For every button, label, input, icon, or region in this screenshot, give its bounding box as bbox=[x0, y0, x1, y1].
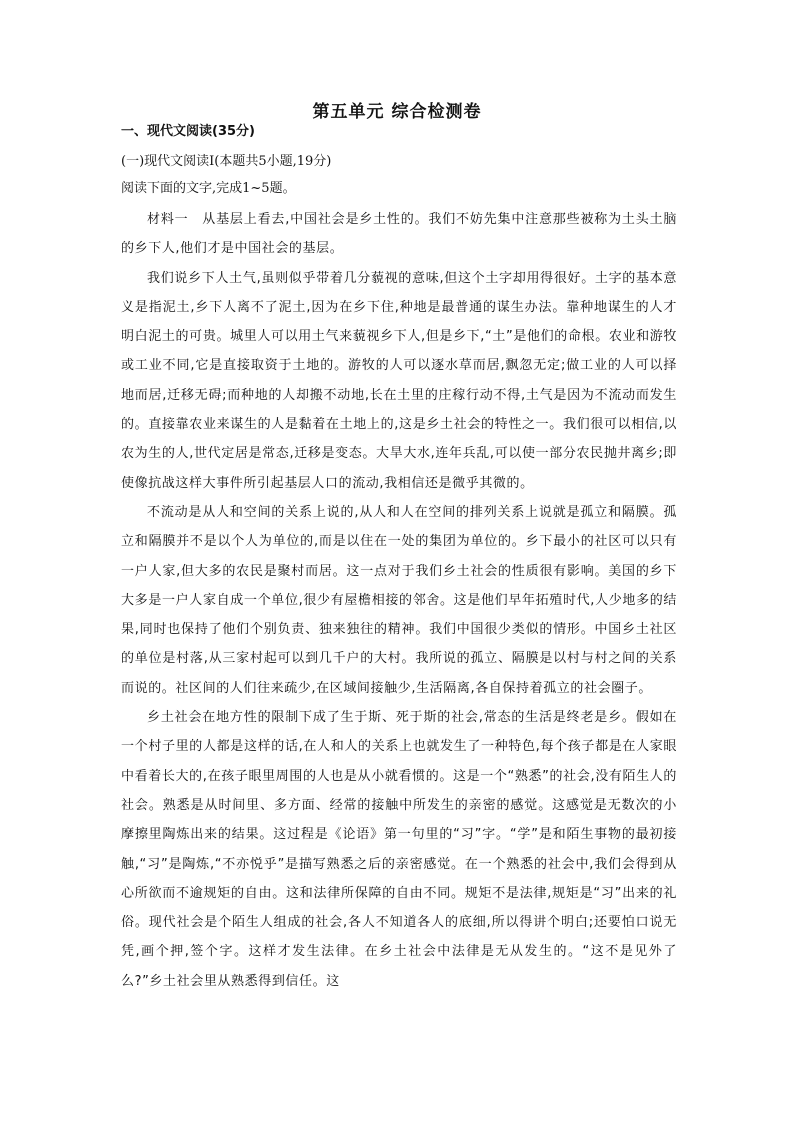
subsection-heading: (一)现代文阅读Ⅰ(本题共5小题,19分) bbox=[121, 154, 332, 169]
passage-paragraph-1: 材料一 从基层上看去,中国社会是乡土性的。我们不妨先集中注意那些被称为土头土脑的乡下人,他们才是中国社会的基层。 bbox=[121, 212, 677, 257]
reading-passage bbox=[121, 205, 677, 996]
passage-paragraph-4: 乡土社会在地方性的限制下成了生于斯、死于斯的社会,常态的生活是终老是乡。假如在一个村子里的人都是这样的话,在人和人的关系上也就发生了一种特色,每个孩子都是在人家眼中看着长大的,在孩子眼里周围的人也是从小就看惯的。这是一个“熟悉”的社会,没有陌生人的社会。熟悉是从时间里、多方面、经常的接触中所发生的亲密的感觉。这感觉是无数次的小摩擦里陶炼出来的结果。这过程是《论语》第一句里的“习”字。“学”是和陌生事物的最初接触,“习”是陶炼,“不亦悦乎”是描写熟悉之后的亲密感觉。在一个熟悉的社会中,我们会得到从心所欲而不逾规矩的自由。这和法律所保障的自由不同。规矩不是法律,规矩是“习”出来的礼俗。现代社会是个陌生人组成的社会,各人不知道各人的底细,所以得讲个明白;还要怕口说无凭,画个押,签个字。这样才发生法律。在乡土社会中法律是无从发生的。“这不是见外了么?”乡土社会里从熟悉得到信任。这 bbox=[121, 710, 677, 989]
section-heading: 一、现代文阅读(35分) bbox=[121, 124, 255, 139]
passage-paragraph-2: 我们说乡下人土气,虽则似乎带着几分藐视的意味,但这个土字却用得很好。土字的基本意义是指泥土,乡下人离不了泥土,因为在乡下住,种地是最普通的谋生办法。靠种地谋生的人才明白泥土的可贵。城里人可以用土气来藐视乡下人,但是乡下,“土”是他们的命根。农业和游牧或工业不同,它是直接取资于土地的。游牧的人可以逐水草而居,飘忽无定;做工业的人可以择地而居,迁移无碍;而种地的人却搬不动地,长在土里的庄稼行动不得,土气是因为不流动而发生的。直接靠农业来谋生的人是黏着在土地上的,这是乡土社会的特性之一。我们很可以相信,以农为生的人,世代定居是常态,迁移是变态。大旱大水,连年兵乱,可以使一部分农民抛井离乡;即使像抗战这样大事件所引起基层人口的流动,我相信还是微乎其微的。 bbox=[121, 270, 677, 491]
reading-instruction: 阅读下面的文字,完成1~5题。 bbox=[121, 181, 296, 196]
document-title: 第五单元 综合检测卷 bbox=[312, 102, 482, 122]
passage-paragraph-3: 不流动是从人和空间的关系上说的,从人和人在空间的排列关系上说就是孤立和隔膜。孤立和隔膜并不是以个人为单位的,而是以住在一处的集团为单位的。乡下最小的社区可以只有一户人家,但大多的农民是聚村而居。这一点对于我们乡土社会的性质很有影响。美国的乡下大多是一户人家自成一个单位,很少有屋檐相接的邻舍。这是他们早年拓殖时代,人少地多的结果,同时也保持了他们个别负责、独来独往的精神。我们中国很少类似的情形。中国乡土社区的单位是村落,从三家村起可以到几千户的大村。我所说的孤立、隔膜是以村与村之间的关系而说的。社区间的人们往来疏少,在区域间接触少,生活隔离,各自保持着孤立的社会圈子。 bbox=[121, 504, 677, 696]
